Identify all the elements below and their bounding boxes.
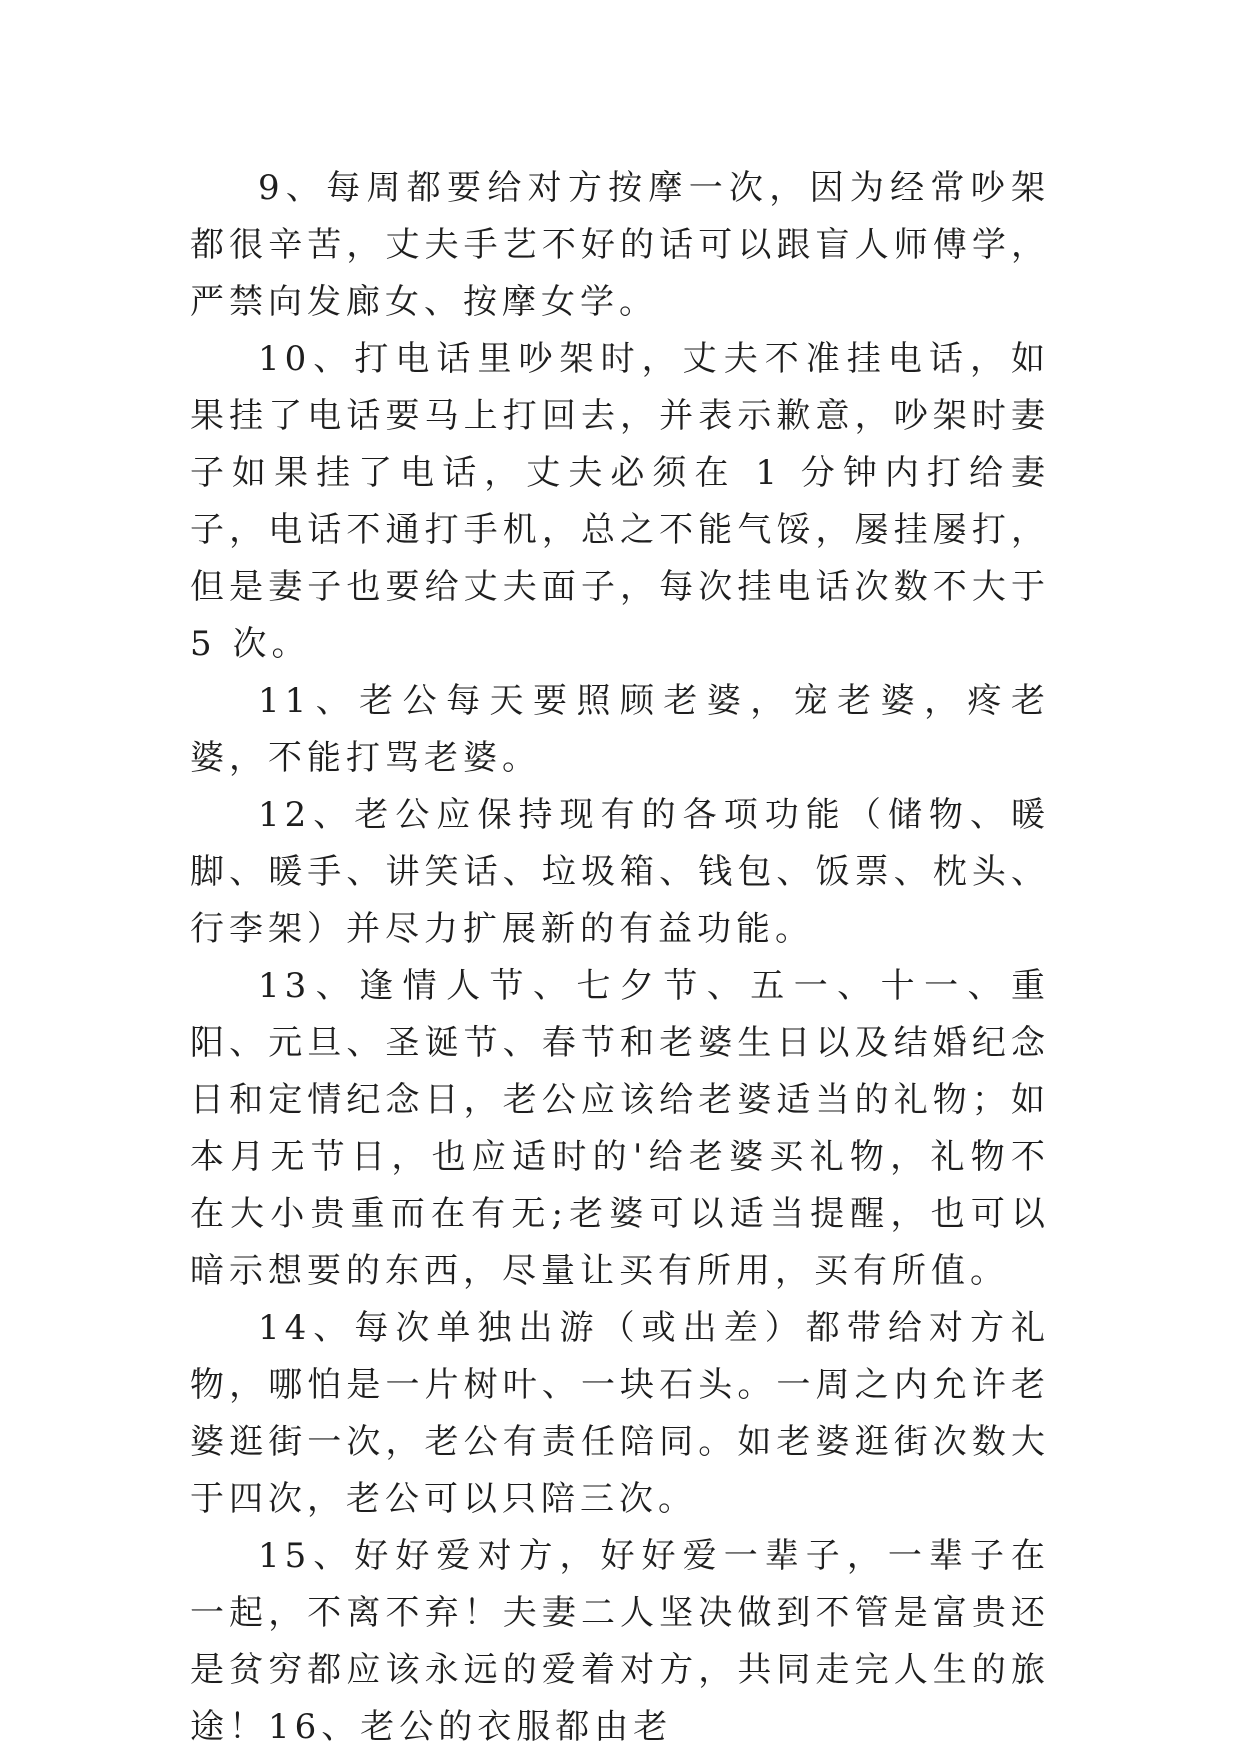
paragraph-13: 13、逢情人节、七夕节、五一、十一、重阳、元旦、圣诞节、春节和老婆生日以及结婚纪念日和定情纪念日，老公应该给老婆适当的礼物；如本月无节日，也应适时的'给老婆买礼物，礼物不在大小贵重而在有无;老婆可以适当提醒，也可以暗示想要的东西，尽量让买有所用，买有所值。 (190, 966, 1050, 1291)
paragraph-15: 15、好好爱对方，好好爱一辈子，一辈子在一起，不离不弃！夫妻二人坚决做到不管是富贵还是贫穷都应该永远的爱着对方，共同走完人生的旅途！16、老公的衣服都由老 (190, 1536, 1050, 1747)
document-body (190, 160, 1050, 1756)
paragraph-12: 12、老公应保持现有的各项功能（储物、暖脚、暖手、讲笑话、垃圾箱、钱包、饭票、枕头、行李架）并尽力扩展新的有益功能。 (190, 795, 1050, 949)
paragraph-14: 14、每次单独出游（或出差）都带给对方礼物，哪怕是一片树叶、一块石头。一周之内允许老婆逛街一次，老公有责任陪同。如老婆逛街次数大于四次，老公可以只陪三次。 (190, 1308, 1050, 1519)
paragraph-10: 10、打电话里吵架时，丈夫不准挂电话，如果挂了电话要马上打回去，并表示歉意，吵架时妻子如果挂了电话，丈夫必须在 1 分钟内打给妻子，电话不通打手机，总之不能气馁，屡挂屡打，但是妻子也要给丈夫面子，每次挂电话次数不大于 5 次。 (190, 339, 1050, 664)
paragraph-11: 11、老公每天要照顾老婆，宠老婆，疼老婆，不能打骂老婆。 (190, 681, 1050, 778)
paragraph-9: 9、每周都要给对方按摩一次，因为经常吵架都很辛苦，丈夫手艺不好的话可以跟盲人师傅学，严禁向发廊女、按摩女学。 (190, 168, 1050, 322)
